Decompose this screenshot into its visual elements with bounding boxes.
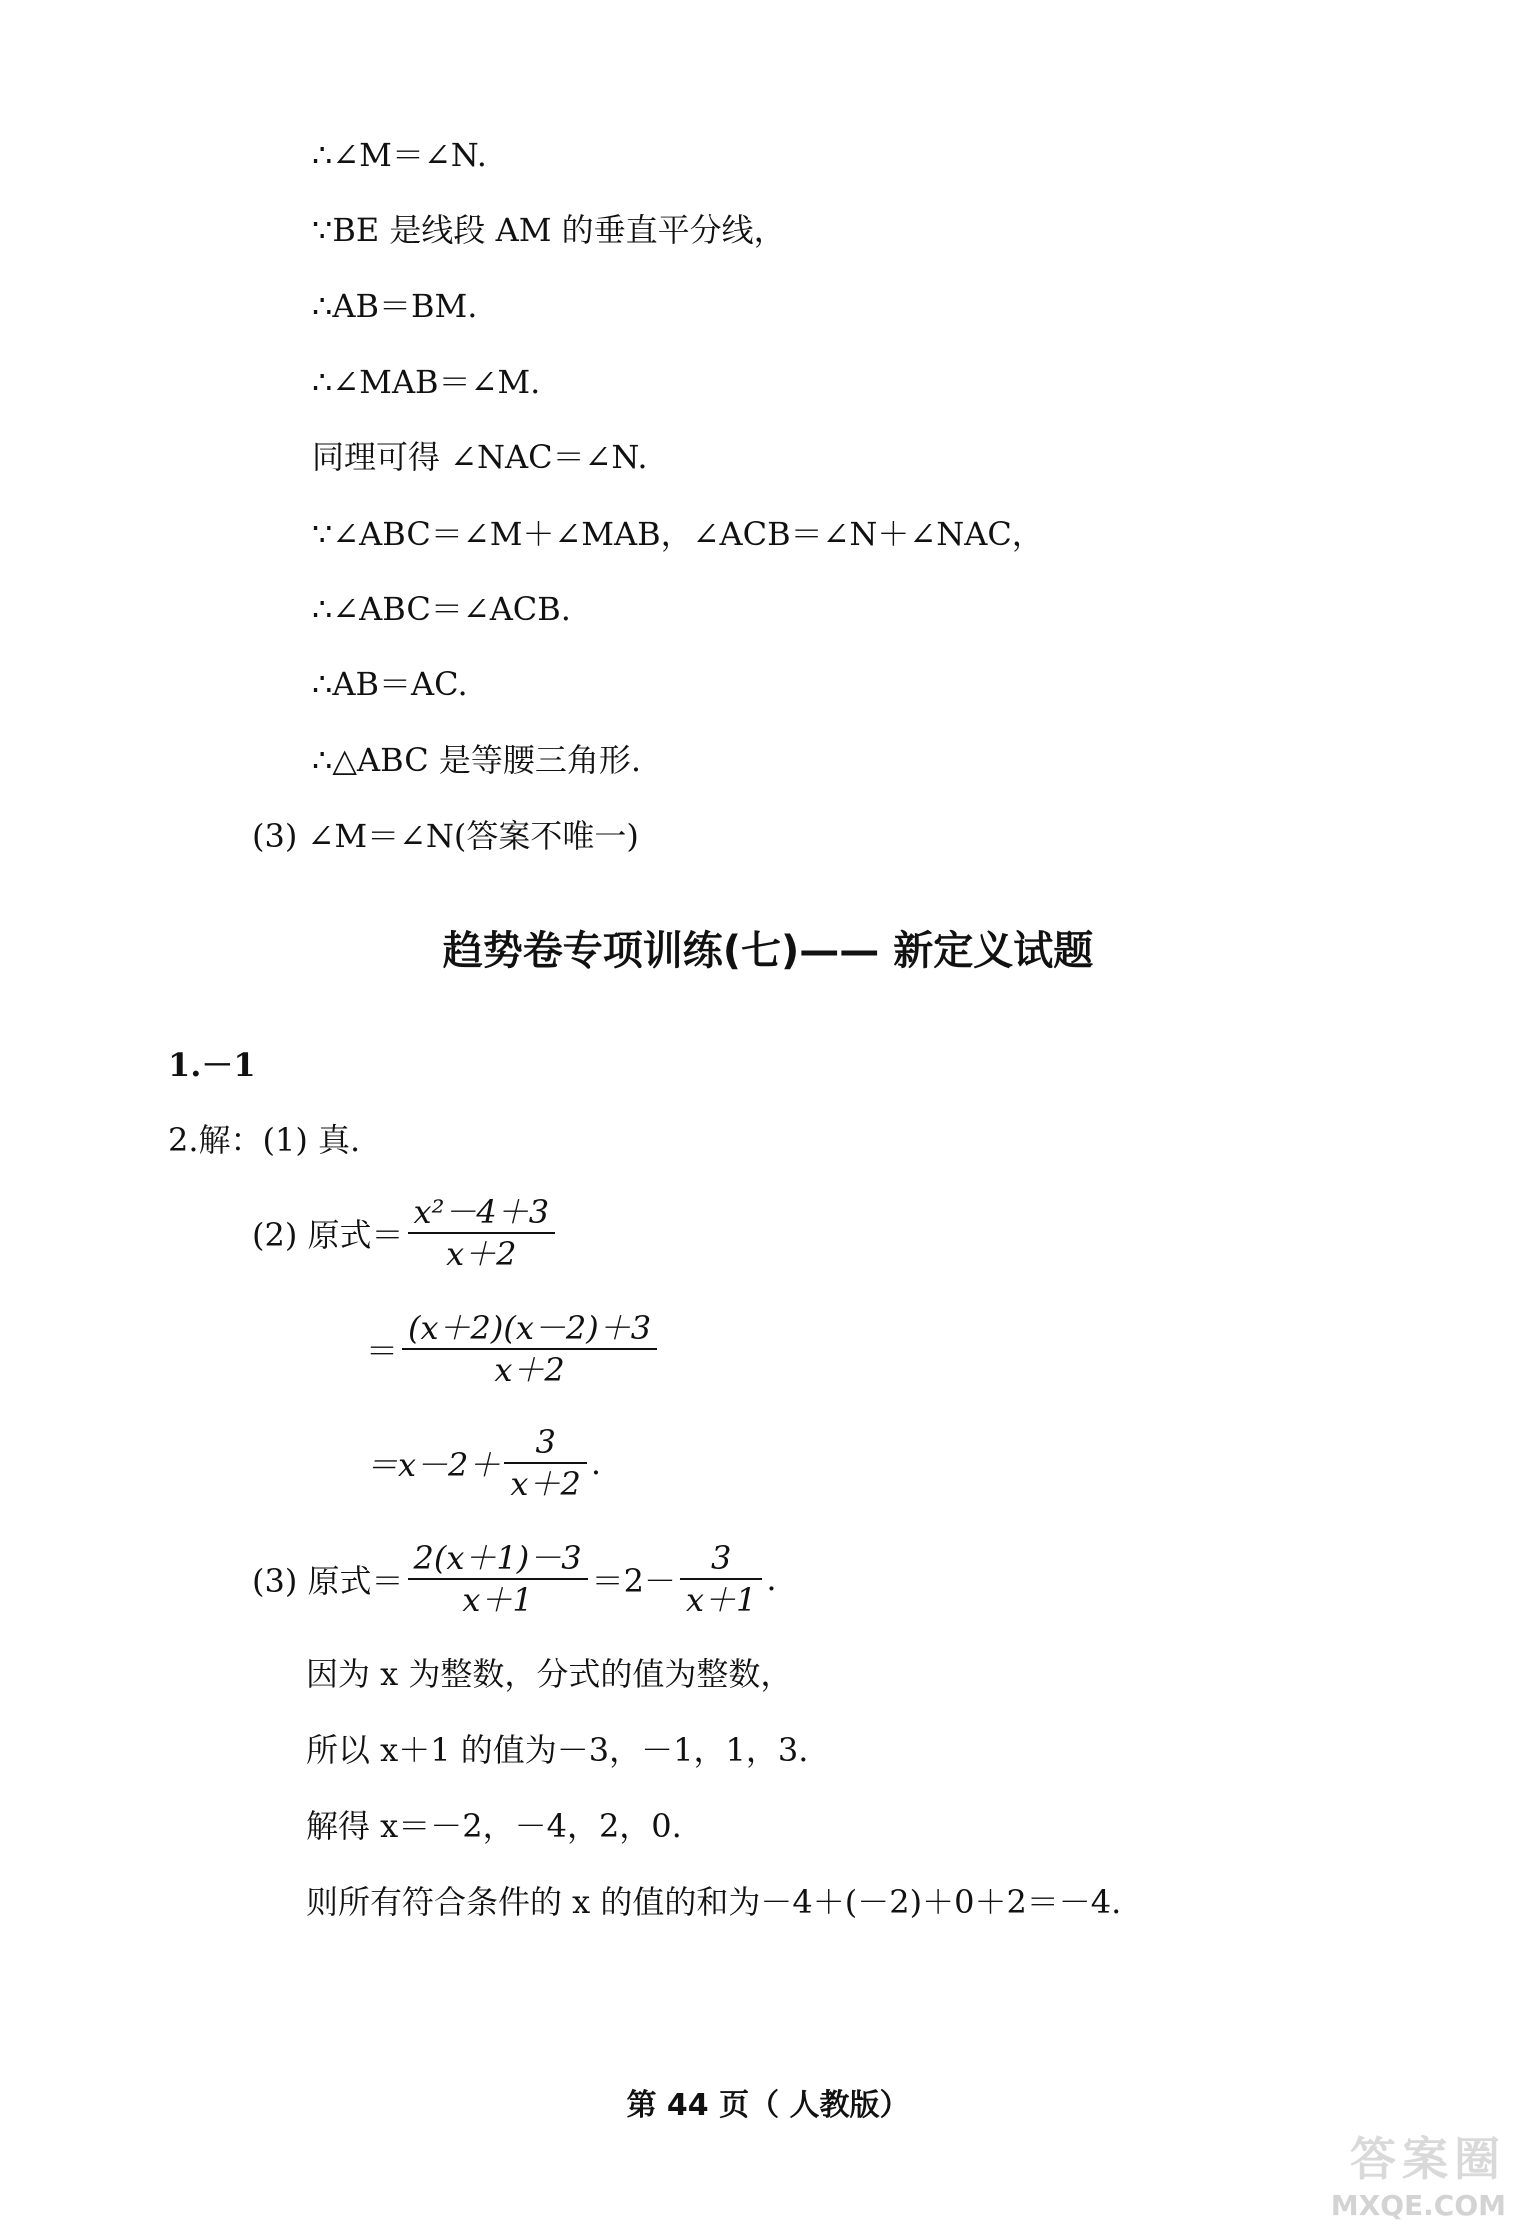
fraction <box>408 1538 588 1620</box>
proof-line: ∴AB＝BM. <box>312 287 478 325</box>
proof-line: 同理可得 ∠NAC＝∠N. <box>312 438 648 476</box>
proof-line: ∴∠MAB＝∠M. <box>312 363 541 401</box>
numerator: x²－4＋3 <box>408 1192 556 1234</box>
period: . <box>590 1444 602 1482</box>
numerator: 3 <box>504 1422 586 1464</box>
proof-line: ∴△ABC 是等腰三角形. <box>312 741 642 779</box>
fraction <box>504 1422 586 1504</box>
fraction <box>408 1192 556 1274</box>
proof-line: ∵∠ABC＝∠M＋∠MAB，∠ACB＝∠N＋∠NAC， <box>312 515 1044 553</box>
expression: ＝x－2＋ <box>366 1446 501 1484</box>
numerator: (x＋2)(x－2)＋3 <box>402 1308 657 1350</box>
q2-tail-line: 则所有符合条件的 x 的值的和为－4＋(－2)＋0＋2＝－4. <box>306 1883 1122 1921</box>
equals-sign: ＝ <box>366 1332 399 1370</box>
denominator: x＋2 <box>510 1465 581 1503</box>
denominator: x＋1 <box>462 1581 533 1619</box>
q2-part2-line3 <box>366 1422 601 1504</box>
fraction <box>402 1308 657 1390</box>
q2-part2-line2 <box>366 1308 661 1390</box>
proof-line: ∴∠M＝∠N. <box>312 136 487 174</box>
q2-tail-line: 解得 x＝－2，－4，2，0. <box>306 1807 682 1845</box>
watermark-logo: 答案圈 <box>1350 2132 1506 2186</box>
question-1: 1.－1 <box>168 1046 256 1084</box>
fraction <box>680 1538 762 1620</box>
denominator: x＋2 <box>446 1235 517 1273</box>
q2-part3-label: (3) 原式＝ <box>252 1562 404 1600</box>
q2-part3-line <box>252 1538 777 1620</box>
numerator: 2(x＋1)－3 <box>408 1538 588 1580</box>
numerator: 3 <box>680 1538 762 1580</box>
page-footer: 第 44 页（ 人教版） <box>626 2088 910 2123</box>
q2-tail-line: 因为 x 为整数，分式的值为整数， <box>306 1655 793 1693</box>
denominator: x＋2 <box>494 1351 565 1389</box>
period: . <box>766 1560 777 1598</box>
expression: ＝2－ <box>591 1562 676 1600</box>
section-title: 趋势卷专项训练(七)—— 新定义试题 <box>442 928 1094 974</box>
watermark <box>1331 2123 1506 2222</box>
q2-part2-line1 <box>252 1192 559 1274</box>
watermark-url: MXQE.COM <box>1330 2189 1506 2222</box>
proof-line: ∴∠ABC＝∠ACB. <box>312 590 571 628</box>
denominator: x＋1 <box>686 1581 757 1619</box>
proof-line: ∴AB＝AC. <box>312 665 468 703</box>
question-2-header: 2.解：(1) 真. <box>168 1121 361 1159</box>
q2-part2-label: (2) 原式＝ <box>252 1216 404 1254</box>
proof-line: ∵BE 是线段 AM 的垂直平分线， <box>312 211 786 249</box>
q2-tail-line: 所以 x＋1 的值为－3，－1，1，3. <box>306 1731 809 1769</box>
part3-answer: (3) ∠M＝∠N(答案不唯一) <box>252 817 639 855</box>
